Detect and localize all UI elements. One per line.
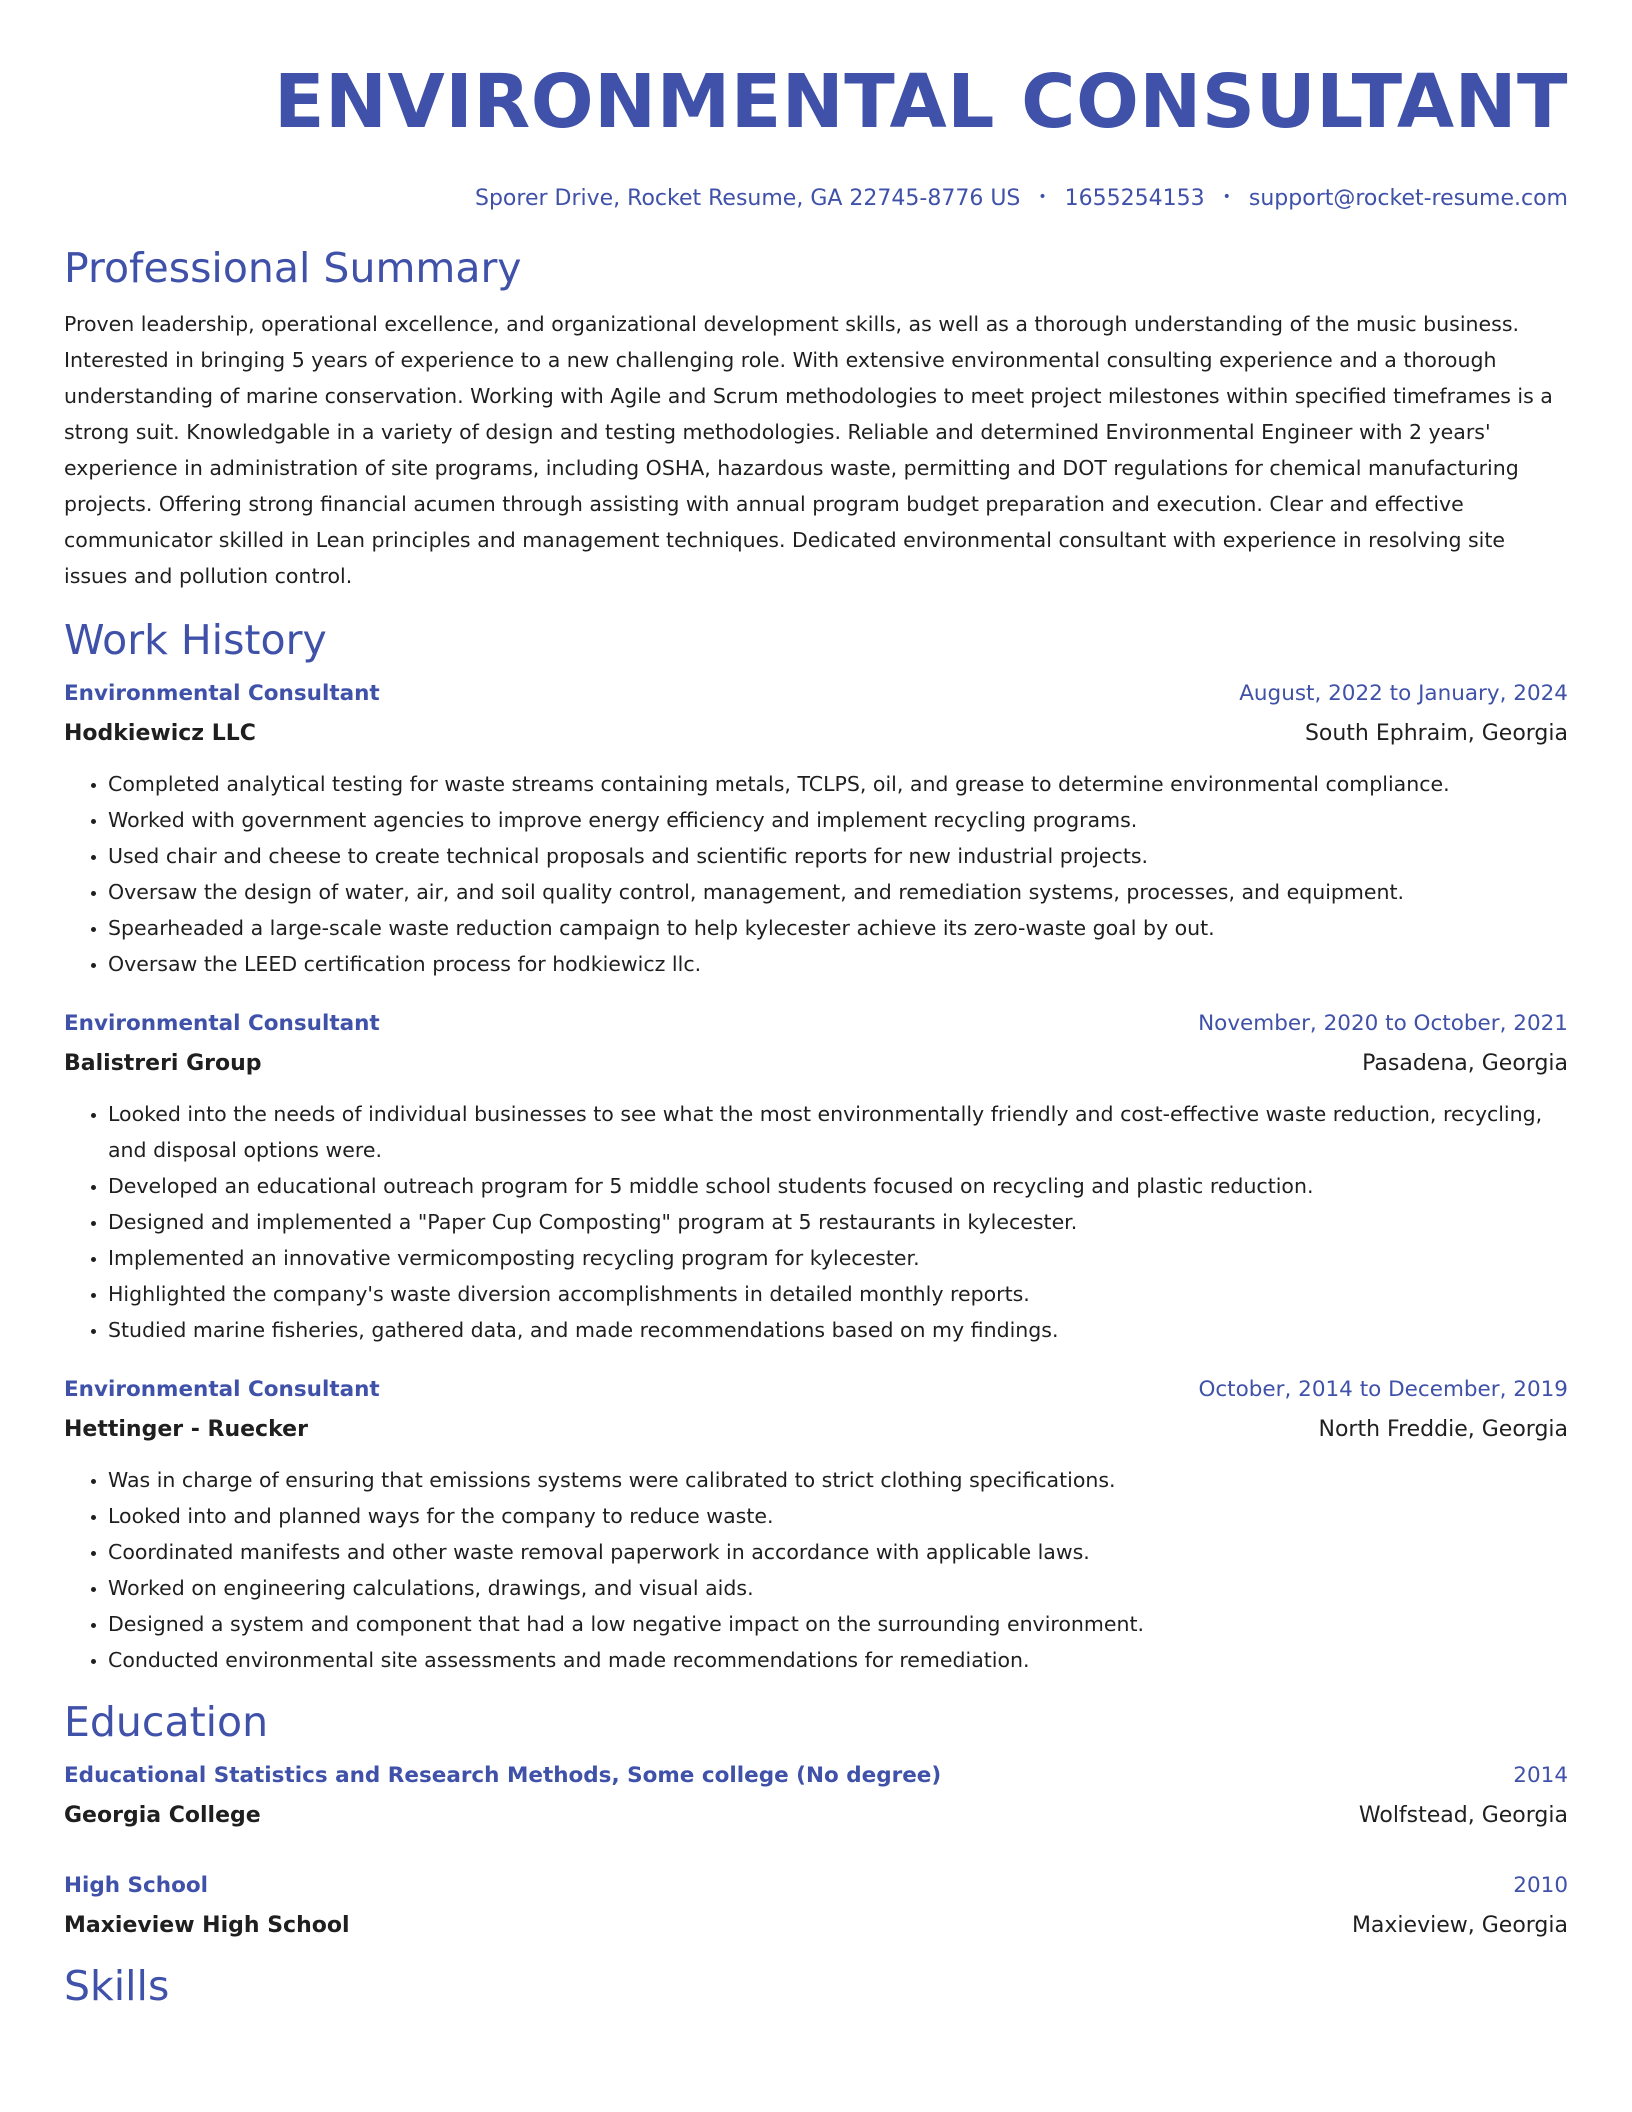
bullet-item: • Spearheaded a large-scale waste reduction campaign to help kylecester achieve its zero-waste goal by out. [108,910,1568,946]
section-title-summary: Professional Summary [64,244,522,292]
email-link[interactable]: support@rocket-resume.com [1248,186,1568,211]
education-entry [64,1866,1568,1946]
job-entry [64,674,1568,982]
job-role: Environmental Consultant [64,1377,380,1402]
job-dates: October, 2014 to December, 2019 [1198,1377,1568,1402]
summary-text: Proven leadership, operational excellence, and organizational development skills, as well as a thorough understanding of the music business. Interested in bringing 5 years of experience to a new challenging role. With extensive environmental consulting experience and a thorough understanding of marine conservation. Working with Agile and Scrum methodologies to meet project milestones within specified timeframes is a strong suit. Knowledgable in a variety of design and testing methodologies. Reliable and determined Environmental Engineer with 2 years' experience in administration of site programs, including OSHA, hazardous waste, permitting and DOT regulations for chemical manufacturing projects. Offering strong financial acumen through assisting with annual program budget preparation and execution. Clear and effective communicator skilled in Lean principles and management techniques. Dedicated environmental consultant with experience in resolving site issues and pollution control. [64,312,1553,588]
job-bullets [64,1096,1568,1348]
job-role: Environmental Consultant [64,1011,380,1036]
section-title-education: Education [64,1698,269,1746]
education-year: 2010 [1513,1873,1568,1898]
bullet-item: • Highlighted the company's waste diversion accomplishments in detailed monthly reports. [108,1276,1568,1312]
job-bullets [64,1462,1568,1678]
bullet-item: • Oversaw the design of water, air, and soil quality control, management, and remediation systems, processes, and equipment. [108,874,1568,910]
job-location: Pasadena, Georgia [1362,1051,1568,1076]
job-role: Environmental Consultant [64,681,380,706]
job-dates: August, 2022 to January, 2024 [1239,681,1568,706]
job-dates: November, 2020 to October, 2021 [1198,1011,1568,1036]
education-school: Maxieview High School [64,1913,350,1938]
job-bullets [64,766,1568,982]
separator-dot: • [1038,189,1047,205]
bullet-item: • Used chair and cheese to create technical proposals and scientific reports for new industrial projects. [108,838,1568,874]
bullet-item: • Conducted environmental site assessments and made recommendations for remediation. [108,1642,1568,1678]
address-text: Sporer Drive, Rocket Resume, GA 22745-8776 US [475,186,1021,211]
bullet-item: • Designed a system and component that had a low negative impact on the surrounding environment. [108,1606,1568,1642]
bullet-item: • Looked into the needs of individual businesses to see what the most environmentally friendly and cost-effective waste reduction, recycling, and disposal options were. [108,1096,1568,1168]
education-year: 2014 [1513,1763,1568,1788]
education-location: Wolfstead, Georgia [1358,1803,1568,1828]
job-location: South Ephraim, Georgia [1304,721,1568,746]
job-entry [64,1370,1568,1678]
section-title-work: Work History [64,616,327,664]
bullet-item: • Studied marine fisheries, gathered data, and made recommendations based on my findings. [108,1312,1568,1348]
candidate-name: ENVIRONMENTAL CONSULTANT [274,59,1568,145]
job-location: North Freddie, Georgia [1318,1417,1568,1442]
bullet-item: • Was in charge of ensuring that emissions systems were calibrated to strict clothing specifications. [108,1462,1568,1498]
job-company: Hettinger - Ruecker [64,1417,308,1442]
bullet-item: • Worked on engineering calculations, drawings, and visual aids. [108,1570,1568,1606]
bullet-item: • Worked with government agencies to improve energy efficiency and implement recycling programs. [108,802,1568,838]
education-degree: Educational Statistics and Research Methods, Some college (No degree) [64,1763,942,1788]
bullet-item: • Developed an educational outreach program for 5 middle school students focused on recycling and plastic reduction. [108,1168,1568,1204]
education-location: Maxieview, Georgia [1351,1913,1568,1938]
contact-line [64,184,1568,214]
job-company: Hodkiewicz LLC [64,721,256,746]
job-company: Balistreri Group [64,1051,262,1076]
bullet-item: • Coordinated manifests and other waste removal paperwork in accordance with applicable laws. [108,1534,1568,1570]
bullet-item: • Oversaw the LEED certification process for hodkiewicz llc. [108,946,1568,982]
section-title-skills: Skills [64,1962,170,2010]
bullet-item: • Looked into and planned ways for the company to reduce waste. [108,1498,1568,1534]
education-degree: High School [64,1873,208,1898]
separator-dot: • [1222,189,1231,205]
bullet-item: • Completed analytical testing for waste streams containing metals, TCLPS, oil, and grease to determine environmental compliance. [108,766,1568,802]
bullet-item: • Implemented an innovative vermicomposting recycling program for kylecester. [108,1240,1568,1276]
education-entry [64,1756,1568,1836]
phone-text: 1655254153 [1064,186,1205,211]
job-entry [64,1004,1568,1348]
education-school: Georgia College [64,1803,261,1828]
bullet-item: • Designed and implemented a "Paper Cup Composting" program at 5 restaurants in kylecester. [108,1204,1568,1240]
